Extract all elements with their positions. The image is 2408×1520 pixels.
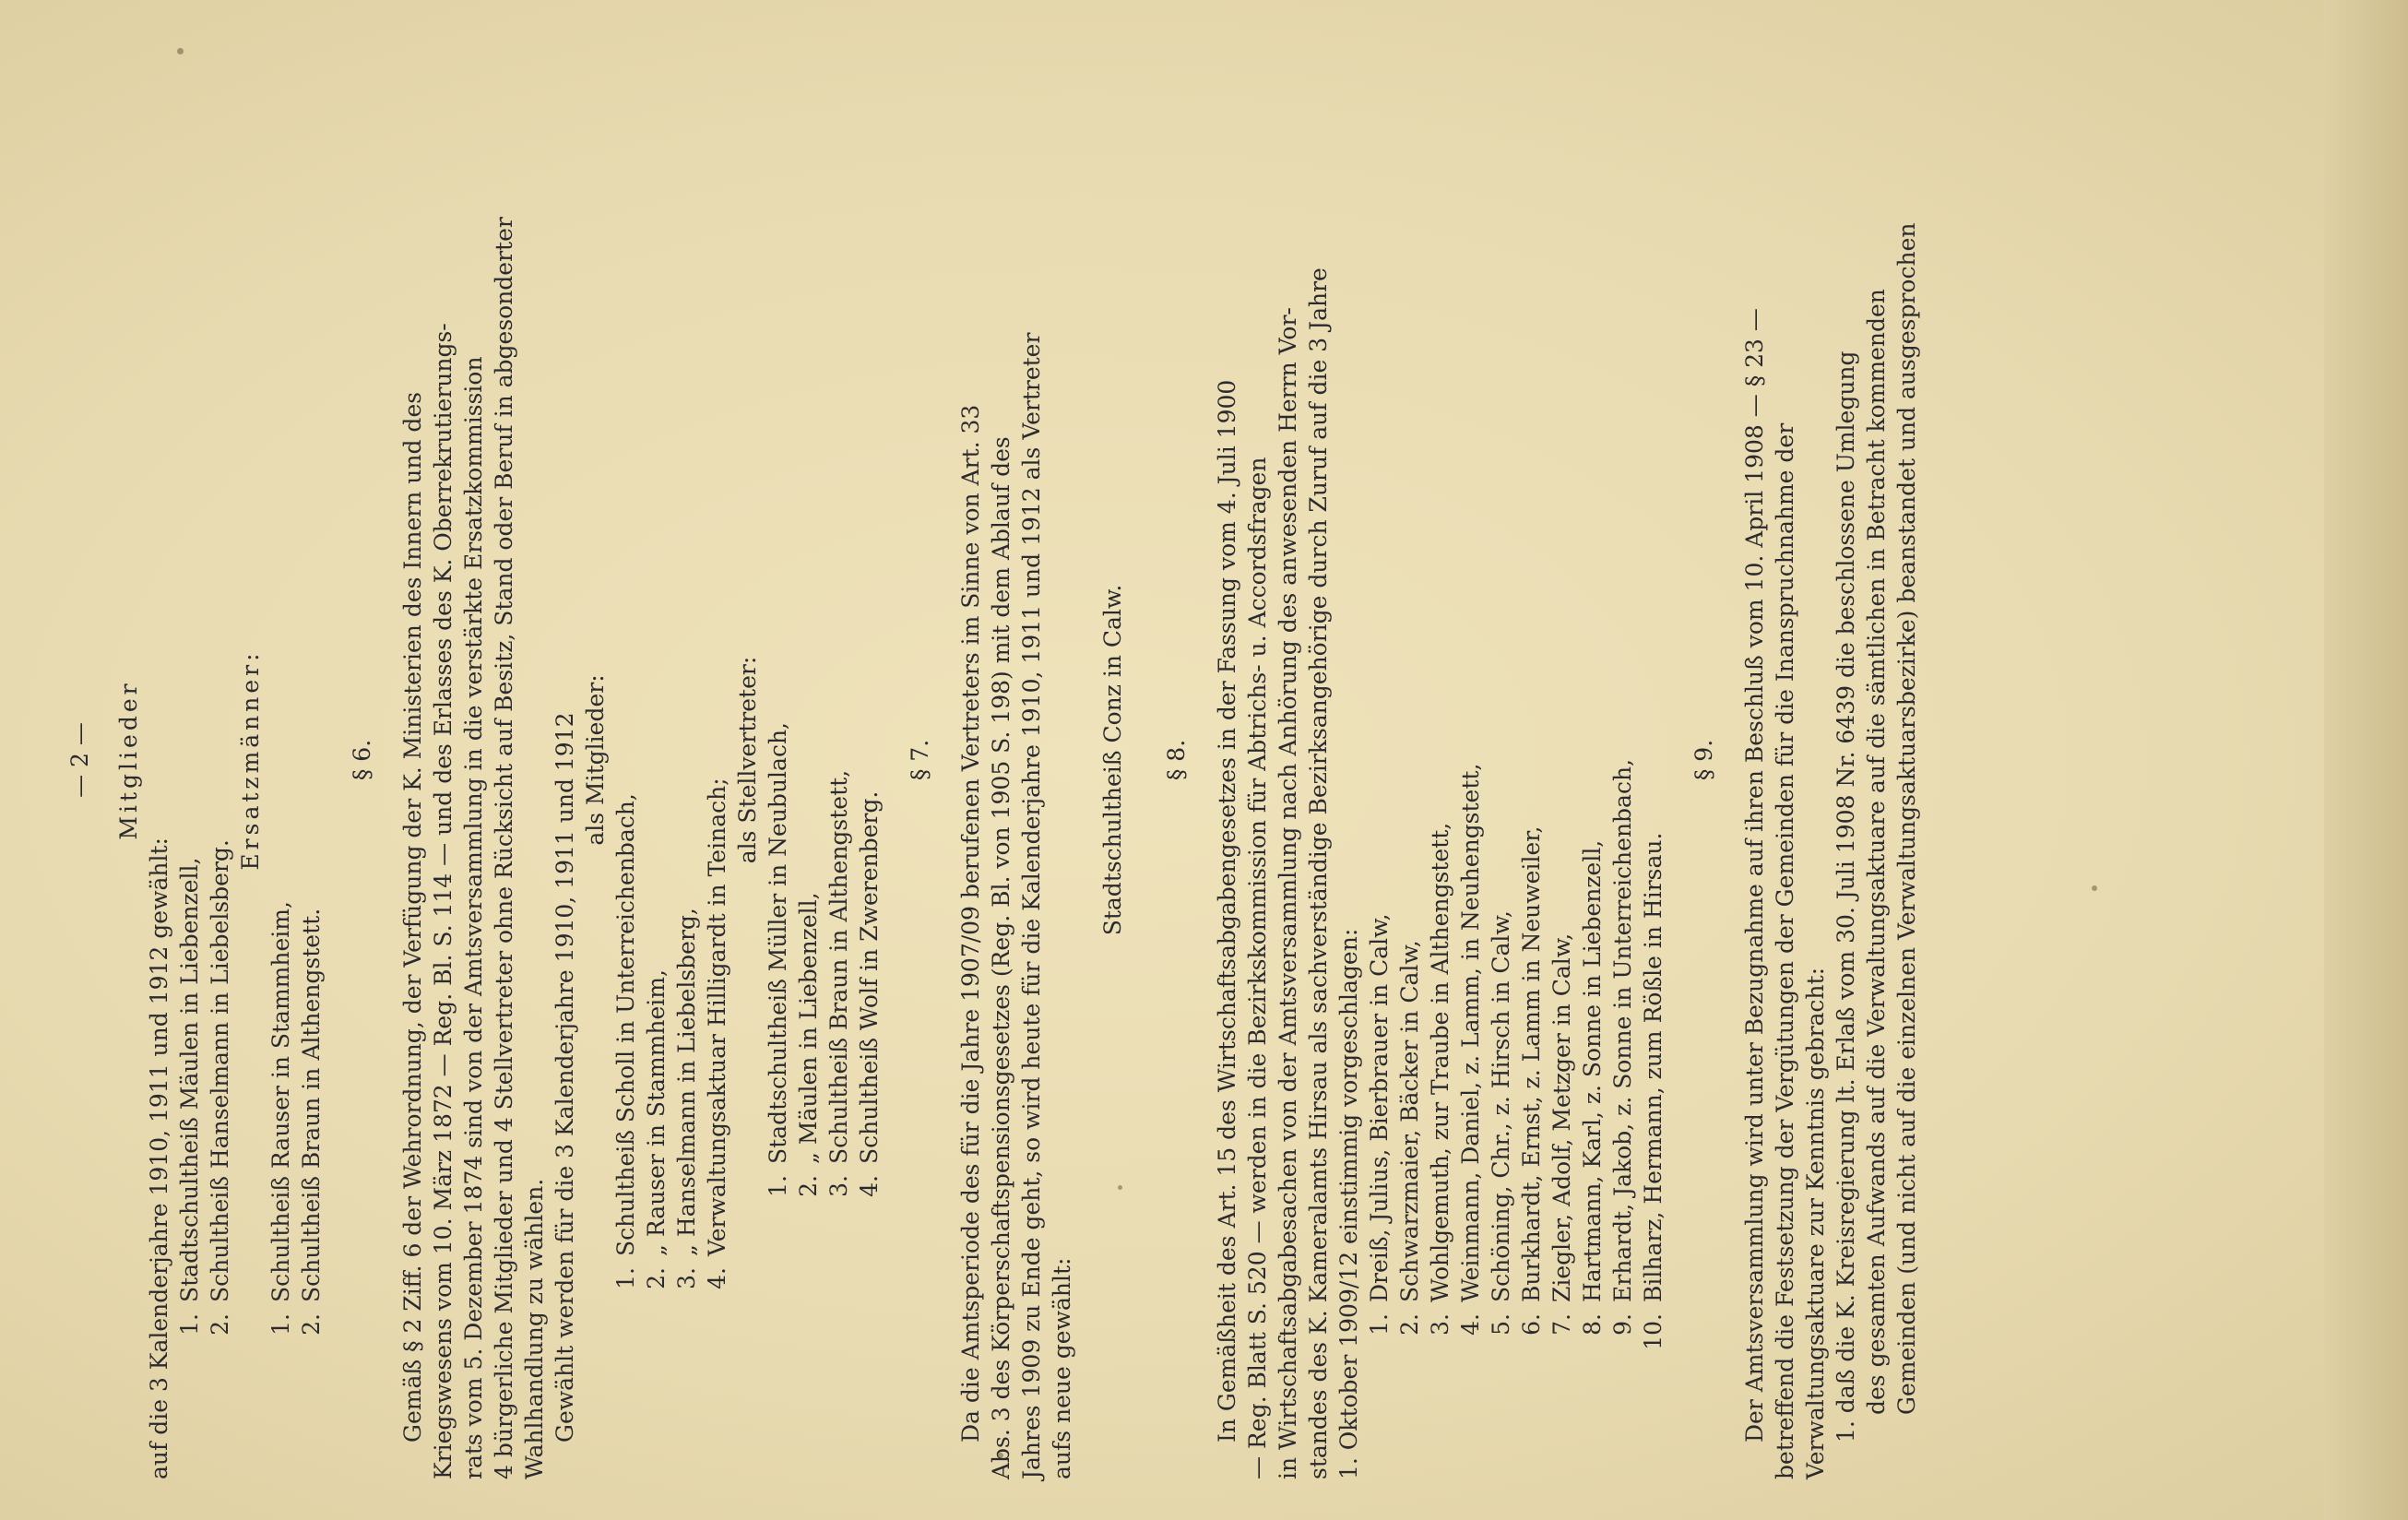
list-item: 1.Stadtschultheiß Müller in Neubulach,	[765, 722, 791, 1197]
list-item: 8.Hartmann, Karl, z. Sonne in Liebenzell,	[1579, 839, 1606, 1336]
section-8-paragraph	[1212, 41, 1364, 1479]
text-line: des gesamten Aufwands auf die Verwaltungsaktuare auf die sämtlichen in Betracht kommenden	[1863, 289, 1890, 1415]
section-7-gewaehlt: Stadtschultheiß Conz in Calw.	[1099, 584, 1126, 936]
list-item: 1.Schultheiß Scholl in Unterreichenbach,	[612, 793, 639, 1289]
section-6-gewaehlt: Gewählt werden für die 3 Kalenderjahre 1910, 1911 und 1912	[552, 712, 578, 1443]
text-line: Jahres 1909 zu Ende geht, so wird heute für die Kalenderjahre 1910, 1911 und 1912 als Vertreter	[1018, 332, 1045, 1479]
list-item: 2.Schultheiß Braun in Althengstett.	[298, 908, 325, 1336]
text-line: Verwaltungsaktuare zur Kenntnis gebracht:	[1802, 967, 1829, 1479]
text-line: Kriegswesens vom 10. März 1872 — Reg. Bl. S. 114 — und des Erlasses des K. Oberrekrutierungs-	[430, 323, 457, 1479]
list-item: 7.Ziegler, Adolf, Metzger in Calw,	[1548, 932, 1575, 1336]
list-item: 10.Bilharz, Hermann, zum Rößle in Hirsau.	[1640, 832, 1667, 1350]
stellvertreter-list	[763, 41, 884, 1479]
section-7-paragraph	[955, 41, 1077, 1479]
list-item: 9.Erhardt, Jakob, z. Sonne in Unterreichenbach,	[1609, 758, 1636, 1336]
list-item: 2.Schultheiß Hanselmann in Liebelsberg.	[207, 839, 233, 1336]
text-line: Da die Amtsperiode des für die Jahre 1907/09 berufenen Vertreters im Sinne von Art. 33	[957, 404, 984, 1443]
text-line: standes des K. Kameralamts Hirsau als sachverständige Bezirksangehörige durch Zuruf auf die 3 Jahre	[1305, 267, 1332, 1479]
list-item: 2.Schwarzmaier, Bäcker in Calw,	[1396, 940, 1423, 1336]
list-item: 4.Weinmann, Daniel, z. Lamm, in Neuhengstett,	[1457, 763, 1484, 1336]
text-line: 1. daß die K. Kreisregierung lt. Erlaß vom 30. Juli 1908 Nr. 6439 die beschlossene Umlegung	[1833, 350, 1859, 1443]
list-item: 1.Schultheiß Rauser in Stammheim,	[267, 901, 294, 1336]
section-8-title: § 8.	[1163, 739, 1190, 781]
list-item: 3.Wohlgemuth, zur Traube in Althengstett,	[1427, 822, 1453, 1336]
text-line: Gemäß § 2 Ziff. 6 der Wehrordnung, der Verfügung der K. Ministerien des Innern und des	[399, 391, 426, 1443]
list-item: 3.„ Hanselmann in Liebelsberg,	[673, 908, 700, 1289]
section-7-title: § 7.	[907, 739, 933, 781]
text-line: 4 bürgerliche Mitglieder und 4 Stellvertreter ohne Rücksicht auf Besitz, Stand oder Beruf in abgesonderter	[491, 217, 517, 1479]
text-line: in Wirtschaftsabgabesachen von der Amtsversammlung nach Anhörung des anwesenden Herrn Vor-	[1275, 307, 1301, 1479]
text-line: betreffend die Festsetzung der Vergütungen der Gemeinden für die Inanspruchnahme der	[1772, 422, 1798, 1479]
text-line: 1. Oktober 1909/12 einstimmig vorgeschlagen:	[1335, 928, 1362, 1479]
rotated-document-page	[65, 41, 2370, 1479]
list-item: 4.Verwaltungsaktuar Hilligardt in Teinach;	[704, 778, 730, 1289]
list-item: 3.Schultheiß Braun in Althengstett,	[825, 769, 852, 1197]
section-6-title: § 6.	[349, 739, 375, 781]
list-item: 1.Dreiß, Julius, Bierbrauer in Calw,	[1366, 913, 1393, 1336]
ersatz-list	[266, 41, 326, 1479]
mitglieder-list	[611, 41, 732, 1479]
text-line: aufs neue gewählt:	[1049, 1257, 1075, 1479]
mitglieder-heading: als Mitglieder:	[582, 674, 609, 846]
section-9-title: § 9.	[1690, 739, 1717, 781]
page-number: — 2 —	[66, 722, 93, 798]
members-heading: Mitglieder	[115, 680, 142, 840]
list-item: 5.Schöning, Chr., z. Hirsch in Calw,	[1488, 910, 1514, 1336]
section-9-paragraph	[1739, 41, 1922, 1479]
section-8-list	[1364, 41, 1668, 1479]
list-item: 2.„ Mäulen in Liebenzell,	[795, 892, 822, 1197]
text-line: In Gemäßheit des Art. 15 des Wirtschaftsabgabengesetzes in der Fassung vom 4. Juli 1900	[1214, 379, 1240, 1443]
text-line: — Reg. Blatt S. 520 — werden in die Bezirkskommission für Abtrichs- u. Accordsfragen	[1244, 457, 1271, 1479]
section-6-paragraph	[397, 41, 550, 1479]
text-line: Abs. 3 des Körperschaftspensionsgesetzes (Reg. Bl. von 1905 S. 198) mit dem Ablauf des	[988, 436, 1014, 1479]
list-item: 1.Stadtschultheiß Mäulen in Liebenzell,	[176, 857, 203, 1336]
list-item: 6.Burkhardt, Ernst, z. Lamm in Neuweiler,	[1518, 825, 1545, 1336]
members-list	[174, 41, 235, 1479]
text-line: rats vom 5. Dezember 1874 sind von der Amtsversammlung in die verstärkte Ersatzkommission	[460, 356, 487, 1479]
text-line: Wahlhandlung zu wählen.	[521, 1178, 548, 1479]
ersatz-heading: Ersatzmänner:	[237, 649, 264, 871]
intro-line: auf die 3 Kalenderjahre 1910, 1911 und 1912 gewählt:	[146, 837, 172, 1479]
text-line: Der Amtsversammlung wird unter Bezugnahme auf ihren Beschluß vom 10. April 1908 — § 23 —	[1741, 308, 1768, 1443]
text-line: Gemeinden (und nicht auf die einzelnen Verwaltungsaktuarsbezirke) beanstandet und ausgesprochen	[1893, 222, 1920, 1415]
stellvertreter-heading: als Stellvertreter:	[734, 656, 761, 864]
list-item: 4.Schultheiß Wolf in Zwerenberg.	[856, 790, 883, 1197]
list-item: 2.„ Rauser in Stammheim,	[643, 969, 670, 1289]
